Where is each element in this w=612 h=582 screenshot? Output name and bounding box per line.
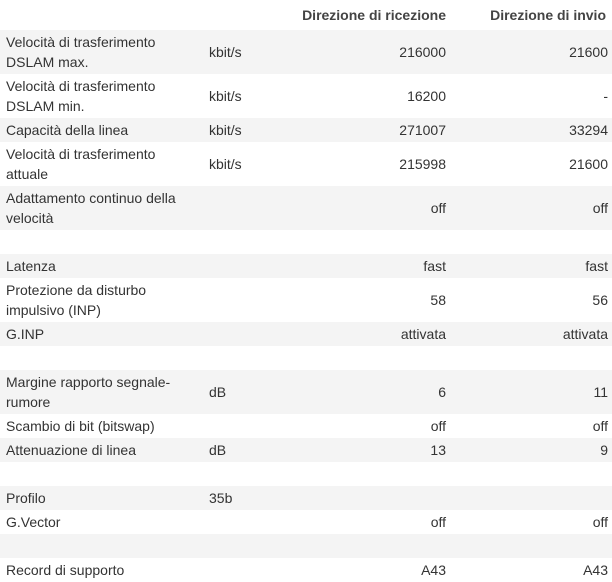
row-send-value: attivata [452,322,612,346]
row-receive-value: 13 [291,438,452,462]
row-label: Velocità di trasferimento DSLAM max. [0,30,205,74]
table-row [0,370,612,414]
row-receive-value: attivata [291,322,452,346]
header-receive-direction: Direzione di ricezione [291,0,452,30]
table-row [0,74,612,118]
row-label [0,534,205,558]
table-row [0,414,612,438]
table-row [0,186,612,230]
row-label: Record di supporto [0,558,205,582]
row-receive-value: off [291,414,452,438]
row-send-value [452,346,612,370]
row-unit [205,558,291,582]
row-unit: kbit/s [205,142,291,186]
row-receive-value: 16200 [291,74,452,118]
row-send-value [452,230,612,254]
row-label: Latenza [0,254,205,278]
row-send-value [452,534,612,558]
row-unit: dB [205,370,291,414]
spacer-row [0,230,612,254]
row-label: Adattamento continuo della velocità [0,186,205,230]
row-unit [205,322,291,346]
table-row [0,510,612,534]
row-send-value: 11 [452,370,612,414]
row-send-value: off [452,414,612,438]
row-label [0,462,205,486]
row-receive-value: 6 [291,370,452,414]
row-send-value: 21600 [452,142,612,186]
row-send-value: 56 [452,278,612,322]
row-send-value [452,462,612,486]
row-unit [205,254,291,278]
row-send-value: - [452,74,612,118]
table-row [0,254,612,278]
row-label: Protezione da disturbo impulsivo (INP) [0,278,205,322]
row-unit [205,186,291,230]
row-send-value [452,486,612,510]
row-unit [205,230,291,254]
row-receive-value [291,462,452,486]
row-receive-value [291,534,452,558]
row-unit: 35b [205,486,291,510]
row-label: Velocità di trasferimento DSLAM min. [0,74,205,118]
row-unit [205,278,291,322]
table-row [0,486,612,510]
row-label [0,230,205,254]
row-label: Profilo [0,486,205,510]
row-receive-value [291,346,452,370]
row-label: Scambio di bit (bitswap) [0,414,205,438]
row-receive-value: A43 [291,558,452,582]
row-unit: kbit/s [205,30,291,74]
header-label-column [0,0,205,30]
row-label: Attenuazione di linea [0,438,205,462]
row-receive-value: 216000 [291,30,452,74]
table-row [0,118,612,142]
row-unit [205,346,291,370]
row-unit: kbit/s [205,118,291,142]
row-receive-value: 271007 [291,118,452,142]
row-label: Capacità della linea [0,118,205,142]
row-receive-value: 58 [291,278,452,322]
table-header-row [0,0,612,30]
row-unit: kbit/s [205,74,291,118]
row-send-value: fast [452,254,612,278]
row-send-value: 9 [452,438,612,462]
row-send-value: 33294 [452,118,612,142]
row-send-value: off [452,510,612,534]
row-unit [205,534,291,558]
table-row [0,30,612,74]
row-label: Velocità di trasferimento attuale [0,142,205,186]
row-unit: dB [205,438,291,462]
table-row [0,438,612,462]
header-send-direction: Direzione di invio [452,0,612,30]
row-label: G.INP [0,322,205,346]
table-row [0,322,612,346]
table-row [0,142,612,186]
row-unit [205,510,291,534]
row-receive-value [291,486,452,510]
spacer-row [0,462,612,486]
row-receive-value: off [291,510,452,534]
row-receive-value: fast [291,254,452,278]
row-label: G.Vector [0,510,205,534]
table-row [0,558,612,582]
spacer-row [0,346,612,370]
spacer-row [0,534,612,558]
row-send-value: A43 [452,558,612,582]
row-send-value: 21600 [452,30,612,74]
row-receive-value: off [291,186,452,230]
header-unit-column [205,0,291,30]
row-unit [205,462,291,486]
row-send-value: off [452,186,612,230]
row-label [0,346,205,370]
table-row [0,278,612,322]
row-receive-value [291,230,452,254]
row-label: Margine rapporto segnale-rumore [0,370,205,414]
row-receive-value: 215998 [291,142,452,186]
row-unit [205,414,291,438]
